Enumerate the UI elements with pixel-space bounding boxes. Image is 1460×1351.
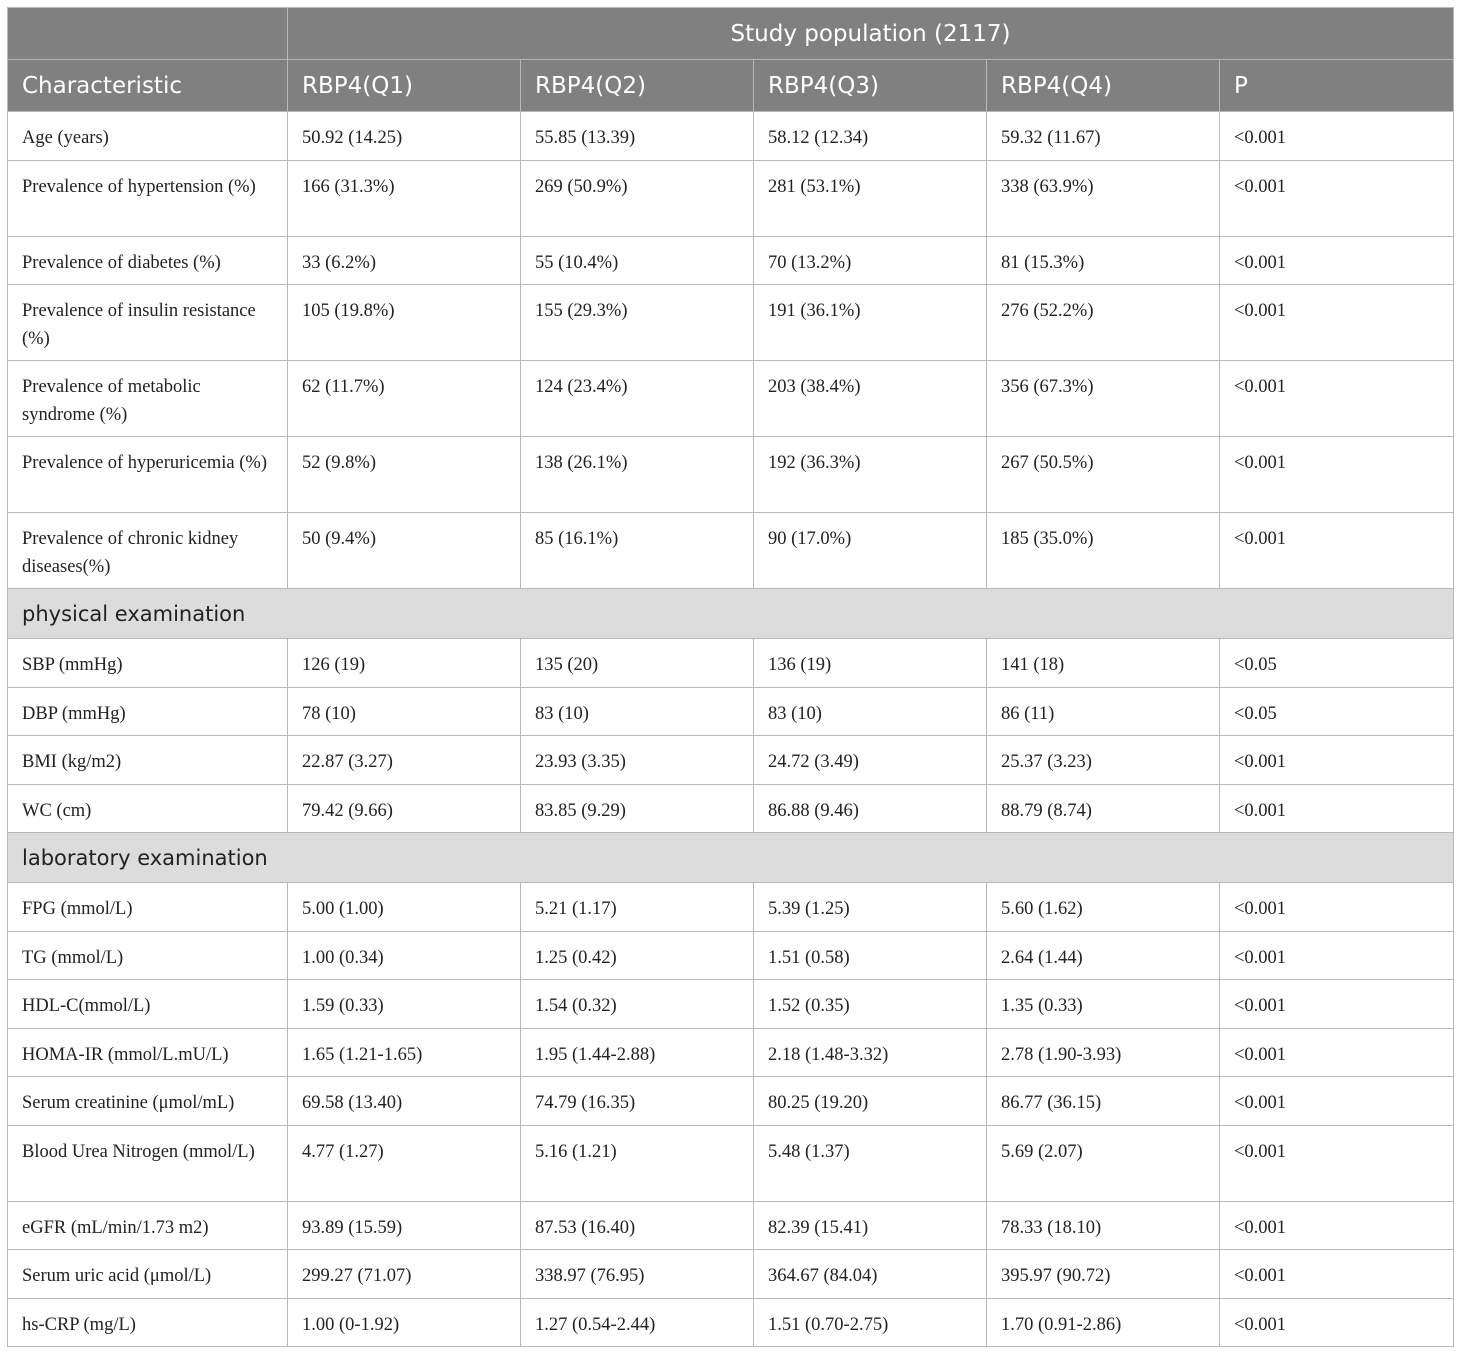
header-group-row	[8, 8, 1454, 60]
table-row	[8, 285, 1454, 361]
p-value-cell: <0.001	[1220, 112, 1454, 161]
value-cell: 141 (18)	[987, 639, 1220, 688]
value-cell: 2.64 (1.44)	[987, 931, 1220, 980]
p-value-cell: <0.001	[1220, 1250, 1454, 1299]
value-cell: 62 (11.7%)	[288, 361, 521, 437]
value-cell: 2.18 (1.48-3.32)	[754, 1028, 987, 1077]
value-cell: 136 (19)	[754, 639, 987, 688]
p-value-cell: <0.001	[1220, 931, 1454, 980]
value-cell: 1.51 (0.58)	[754, 931, 987, 980]
value-cell: 5.00 (1.00)	[288, 883, 521, 932]
section-header-row	[8, 589, 1454, 639]
value-cell: 78 (10)	[288, 687, 521, 736]
value-cell: 126 (19)	[288, 639, 521, 688]
table-row	[8, 437, 1454, 513]
value-cell: 1.65 (1.21-1.65)	[288, 1028, 521, 1077]
value-cell: 1.25 (0.42)	[521, 931, 754, 980]
value-cell: 55 (10.4%)	[521, 236, 754, 285]
p-value-cell: <0.001	[1220, 980, 1454, 1029]
value-cell: 269 (50.9%)	[521, 160, 754, 236]
value-cell: 1.59 (0.33)	[288, 980, 521, 1029]
row-label-cell: BMI (kg/m2)	[8, 736, 288, 785]
value-cell: 5.48 (1.37)	[754, 1125, 987, 1201]
table-header	[8, 8, 1454, 112]
row-label-cell: TG (mmol/L)	[8, 931, 288, 980]
table-row	[8, 1028, 1454, 1077]
row-label-cell: HOMA-IR (mmol/L.mU/L)	[8, 1028, 288, 1077]
value-cell: 79.42 (9.66)	[288, 784, 521, 833]
value-cell: 85 (16.1%)	[521, 513, 754, 589]
value-cell: 93.89 (15.59)	[288, 1201, 521, 1250]
value-cell: 364.67 (84.04)	[754, 1250, 987, 1299]
value-cell: 338 (63.9%)	[987, 160, 1220, 236]
column-header: RBP4(Q2)	[521, 60, 754, 112]
value-cell: 33 (6.2%)	[288, 236, 521, 285]
value-cell: 395.97 (90.72)	[987, 1250, 1220, 1299]
value-cell: 192 (36.3%)	[754, 437, 987, 513]
p-value-cell: <0.05	[1220, 687, 1454, 736]
value-cell: 23.93 (3.35)	[521, 736, 754, 785]
row-label-cell: Serum uric acid (μmol/L)	[8, 1250, 288, 1299]
value-cell: 58.12 (12.34)	[754, 112, 987, 161]
table-row	[8, 931, 1454, 980]
p-value-cell: <0.001	[1220, 160, 1454, 236]
row-label-cell: eGFR (mL/min/1.73 m2)	[8, 1201, 288, 1250]
value-cell: 80.25 (19.20)	[754, 1077, 987, 1126]
table-row	[8, 883, 1454, 932]
value-cell: 299.27 (71.07)	[288, 1250, 521, 1299]
value-cell: 138 (26.1%)	[521, 437, 754, 513]
row-label-cell: DBP (mmHg)	[8, 687, 288, 736]
table-row	[8, 112, 1454, 161]
row-label-cell: Prevalence of hypertension (%)	[8, 160, 288, 236]
value-cell: 22.87 (3.27)	[288, 736, 521, 785]
value-cell: 50 (9.4%)	[288, 513, 521, 589]
table-row	[8, 361, 1454, 437]
value-cell: 5.16 (1.21)	[521, 1125, 754, 1201]
value-cell: 356 (67.3%)	[987, 361, 1220, 437]
value-cell: 4.77 (1.27)	[288, 1125, 521, 1201]
p-value-cell: <0.001	[1220, 236, 1454, 285]
row-label-cell: Prevalence of hyperuricemia (%)	[8, 437, 288, 513]
value-cell: 267 (50.5%)	[987, 437, 1220, 513]
value-cell: 82.39 (15.41)	[754, 1201, 987, 1250]
value-cell: 124 (23.4%)	[521, 361, 754, 437]
row-label-cell: hs-CRP (mg/L)	[8, 1298, 288, 1347]
value-cell: 185 (35.0%)	[987, 513, 1220, 589]
table-row	[8, 639, 1454, 688]
value-cell: 166 (31.3%)	[288, 160, 521, 236]
row-label-cell: Prevalence of chronic kidney diseases(%)	[8, 513, 288, 589]
value-cell: 1.95 (1.44-2.88)	[521, 1028, 754, 1077]
p-value-cell: <0.001	[1220, 1077, 1454, 1126]
p-value-cell: <0.001	[1220, 361, 1454, 437]
value-cell: 1.52 (0.35)	[754, 980, 987, 1029]
section-header: physical examination	[8, 589, 1454, 639]
table-row	[8, 784, 1454, 833]
column-header: RBP4(Q1)	[288, 60, 521, 112]
row-label-cell: Prevalence of metabolic syndrome (%)	[8, 361, 288, 437]
value-cell: 24.72 (3.49)	[754, 736, 987, 785]
table-row	[8, 736, 1454, 785]
section-header-row	[8, 833, 1454, 883]
row-label-cell: WC (cm)	[8, 784, 288, 833]
section-header: laboratory examination	[8, 833, 1454, 883]
column-header: Characteristic	[8, 60, 288, 112]
value-cell: 1.00 (0-1.92)	[288, 1298, 521, 1347]
value-cell: 86 (11)	[987, 687, 1220, 736]
table-row	[8, 236, 1454, 285]
value-cell: 25.37 (3.23)	[987, 736, 1220, 785]
value-cell: 74.79 (16.35)	[521, 1077, 754, 1126]
row-label-cell: HDL-C(mmol/L)	[8, 980, 288, 1029]
value-cell: 81 (15.3%)	[987, 236, 1220, 285]
value-cell: 191 (36.1%)	[754, 285, 987, 361]
value-cell: 5.60 (1.62)	[987, 883, 1220, 932]
value-cell: 50.92 (14.25)	[288, 112, 521, 161]
value-cell: 5.39 (1.25)	[754, 883, 987, 932]
value-cell: 88.79 (8.74)	[987, 784, 1220, 833]
value-cell: 55.85 (13.39)	[521, 112, 754, 161]
value-cell: 83 (10)	[754, 687, 987, 736]
value-cell: 5.69 (2.07)	[987, 1125, 1220, 1201]
value-cell: 135 (20)	[521, 639, 754, 688]
table-row	[8, 1077, 1454, 1126]
row-label-cell: Prevalence of insulin resistance (%)	[8, 285, 288, 361]
p-value-cell: <0.001	[1220, 513, 1454, 589]
p-value-cell: <0.001	[1220, 883, 1454, 932]
row-label-cell: Prevalence of diabetes (%)	[8, 236, 288, 285]
value-cell: 2.78 (1.90-3.93)	[987, 1028, 1220, 1077]
value-cell: 1.27 (0.54-2.44)	[521, 1298, 754, 1347]
p-value-cell: <0.001	[1220, 285, 1454, 361]
p-value-cell: <0.001	[1220, 1028, 1454, 1077]
p-value-cell: <0.001	[1220, 784, 1454, 833]
row-label-cell: SBP (mmHg)	[8, 639, 288, 688]
value-cell: 90 (17.0%)	[754, 513, 987, 589]
p-value-cell: <0.001	[1220, 736, 1454, 785]
value-cell: 155 (29.3%)	[521, 285, 754, 361]
table-row	[8, 980, 1454, 1029]
table-row	[8, 687, 1454, 736]
row-label-cell: Age (years)	[8, 112, 288, 161]
value-cell: 1.54 (0.32)	[521, 980, 754, 1029]
row-label-cell: FPG (mmol/L)	[8, 883, 288, 932]
p-value-cell: <0.001	[1220, 437, 1454, 513]
table-body	[8, 112, 1454, 1347]
value-cell: 83.85 (9.29)	[521, 784, 754, 833]
p-value-cell: <0.001	[1220, 1125, 1454, 1201]
table-container	[7, 7, 1453, 1347]
column-header: P	[1220, 60, 1454, 112]
value-cell: 86.77 (36.15)	[987, 1077, 1220, 1126]
p-value-cell: <0.05	[1220, 639, 1454, 688]
value-cell: 276 (52.2%)	[987, 285, 1220, 361]
header-blank-cell	[8, 8, 288, 60]
value-cell: 203 (38.4%)	[754, 361, 987, 437]
group-header: Study population (2117)	[288, 8, 1454, 60]
value-cell: 59.32 (11.67)	[987, 112, 1220, 161]
value-cell: 70 (13.2%)	[754, 236, 987, 285]
row-label-cell: Blood Urea Nitrogen (mmol/L)	[8, 1125, 288, 1201]
table-row	[8, 160, 1454, 236]
value-cell: 5.21 (1.17)	[521, 883, 754, 932]
table-row	[8, 1298, 1454, 1347]
value-cell: 1.00 (0.34)	[288, 931, 521, 980]
value-cell: 78.33 (18.10)	[987, 1201, 1220, 1250]
table-row	[8, 1201, 1454, 1250]
characteristics-table	[7, 7, 1454, 1347]
header-columns-row	[8, 60, 1454, 112]
value-cell: 281 (53.1%)	[754, 160, 987, 236]
value-cell: 83 (10)	[521, 687, 754, 736]
value-cell: 1.70 (0.91-2.86)	[987, 1298, 1220, 1347]
value-cell: 69.58 (13.40)	[288, 1077, 521, 1126]
value-cell: 52 (9.8%)	[288, 437, 521, 513]
value-cell: 1.51 (0.70-2.75)	[754, 1298, 987, 1347]
p-value-cell: <0.001	[1220, 1201, 1454, 1250]
p-value-cell: <0.001	[1220, 1298, 1454, 1347]
value-cell: 1.35 (0.33)	[987, 980, 1220, 1029]
table-row	[8, 1125, 1454, 1201]
value-cell: 86.88 (9.46)	[754, 784, 987, 833]
table-row	[8, 513, 1454, 589]
value-cell: 105 (19.8%)	[288, 285, 521, 361]
value-cell: 87.53 (16.40)	[521, 1201, 754, 1250]
column-header: RBP4(Q4)	[987, 60, 1220, 112]
value-cell: 338.97 (76.95)	[521, 1250, 754, 1299]
row-label-cell: Serum creatinine (μmol/mL)	[8, 1077, 288, 1126]
column-header: RBP4(Q3)	[754, 60, 987, 112]
table-row	[8, 1250, 1454, 1299]
